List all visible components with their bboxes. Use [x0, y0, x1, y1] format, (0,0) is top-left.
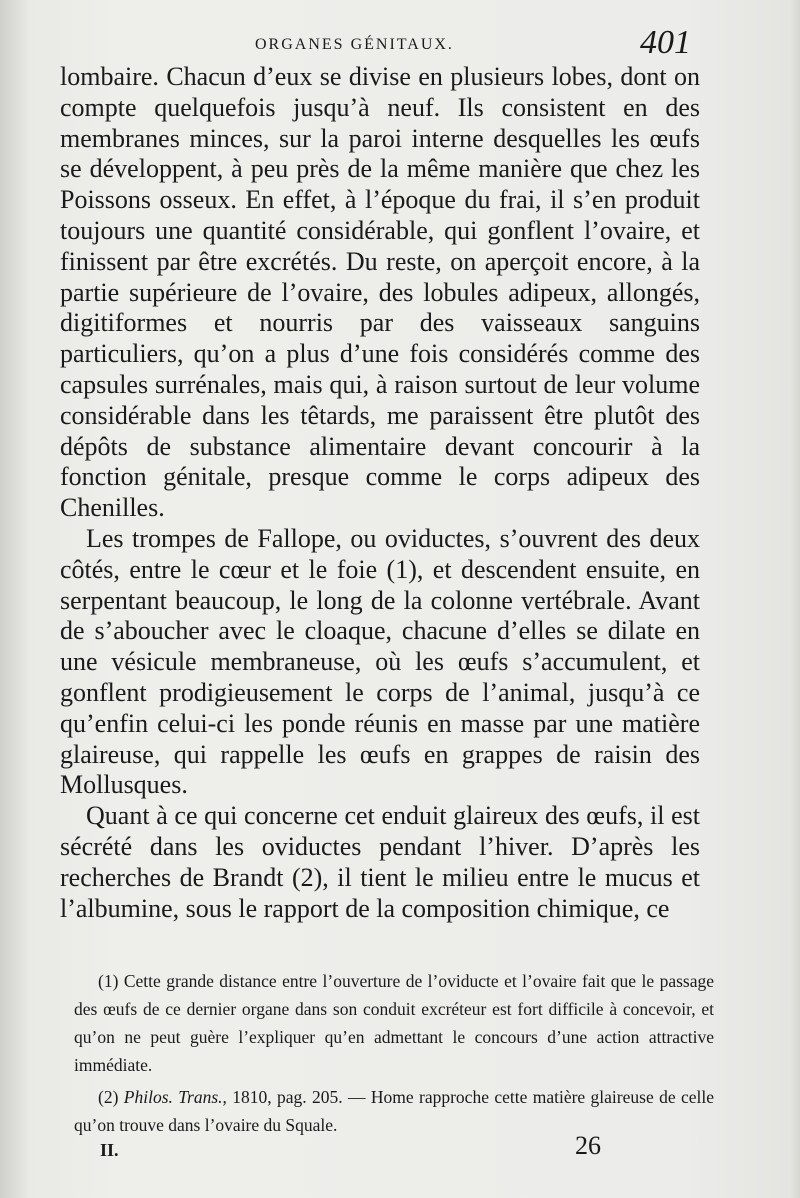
quire-number: 26 [575, 1131, 601, 1160]
footnote-1: (1) Cette grande distance entre l’ouverture de l’oviducte et l’ovaire fait que le passage des œufs de ce dernier organe dans son conduit excréteur est fort difficile à concevoir, et qu’on ne peut guère l’expliquer qu’en admettant le concours d’une action attractive immédiate. [74, 971, 714, 1075]
paragraph: Quant à ce qui concerne cet enduit glaireux des œufs, il est sécrété dans les oviductes pendant l’hiver. D’après les recherches de Brandt (2), il tient le milieu entre le mucus et l’albumine, sous le rapport de la composition chimique, ce [60, 801, 700, 923]
running-head: ORGANES GÉNITAUX. [255, 36, 454, 53]
paragraph: lombaire. Chacun d’eux se divise en plusieurs lobes, dont on compte quelquefois jusqu’à neuf. Ils consistent en des membranes minces, sur la paroi interne desquelles les œufs se développent, à peu près de la même manière que chez les Poissons osseux. En effet, à l’époque du frai, il s’en produit toujours une quantité considérable, qui gonflent l’ovaire, et finissent par être excrétés. Du reste, on aperçoit encore, à la partie supérieure de l’ovaire, des lobules adipeux, allongés, digitiformes et nourris par des vaisseaux sanguins particuliers, qu’on a plus d’une fois considérés comme des capsules surrénales, mais qui, à raison surtout de leur volume considérable dans les têtards, me paraissent être plutôt des dépôts de substance alimentaire devant concourir à la fonction génitale, presque comme le corps adipeux des Chenilles. [60, 62, 700, 523]
paragraph: Les trompes de Fallope, ou oviductes, s’ouvrent des deux côtés, entre le cœur et le foie (1), et descendent ensuite, en serpentant beaucoup, le long de la colonne vertébrale. Avant de s’aboucher avec le cloaque, chacune d’elles se dilate en une vésicule membraneuse, où les œufs s’accumulent, et gonflent prodigieusement le corps de l’animal, jusqu’à ce qu’enfin celui-ci les ponde réunis en masse par une matière glaireuse, qui rappelle les œufs en grappes de raisin des Mollusques. [60, 523, 700, 800]
footnote-2-source: Philos. Trans. [123, 1087, 223, 1107]
footnote-2-text: , 1810, pag. 205. — Home rapproche cette matière glaireuse de celle qu’on trouve dans l’ovaire du Squale. [74, 1087, 714, 1135]
body-text [60, 62, 700, 924]
signature-mark: II. [100, 1140, 119, 1160]
footnotes [74, 967, 714, 1139]
footnote-2-marker: (2) [98, 1087, 119, 1107]
page-footer [0, 1128, 800, 1168]
page-number: 401 [640, 24, 691, 61]
